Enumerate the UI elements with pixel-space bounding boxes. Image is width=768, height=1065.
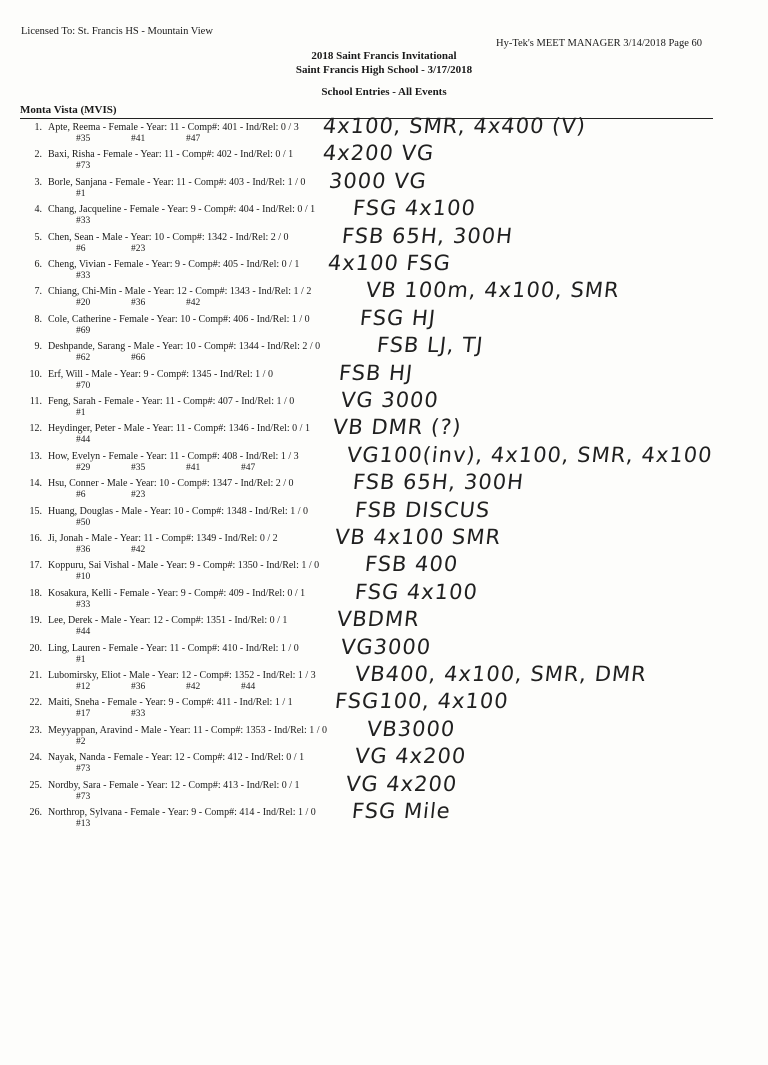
entry-number: 12. bbox=[29, 423, 42, 435]
handwritten-note: VG3000 bbox=[339, 634, 433, 659]
handwritten-note: FSB 65H, 300H bbox=[340, 223, 515, 248]
event-number: #12 bbox=[76, 682, 91, 692]
event-number: #73 bbox=[76, 764, 91, 775]
entry-event-list bbox=[76, 709, 186, 719]
entry-event-list bbox=[76, 764, 131, 774]
handwritten-note: VBDMR bbox=[335, 607, 421, 632]
event-number: #44 bbox=[76, 627, 91, 638]
entry-number: 13. bbox=[29, 450, 42, 462]
event-number: #35 bbox=[76, 134, 91, 144]
handwritten-note: FSG 4x100 bbox=[351, 196, 478, 221]
entry-line bbox=[0, 286, 311, 297]
entry-number: 5. bbox=[34, 231, 42, 243]
handwritten-note: VB400, 4x100, SMR, DMR bbox=[353, 662, 648, 686]
handwritten-note: FSB 65H, 300H bbox=[351, 470, 526, 495]
entry-athlete-info: Kosakura, Kelli - Female - Year: 9 - Comp#: 409 - Ind/Rel: 0 / 1 bbox=[48, 587, 306, 599]
entry-line bbox=[0, 314, 310, 325]
event-number: #42 bbox=[186, 298, 201, 309]
entry-line bbox=[0, 670, 316, 681]
entry-athlete-info: Northrop, Sylvana - Female - Year: 9 - Comp#: 414 - Ind/Rel: 1 / 0 bbox=[48, 807, 316, 818]
meet-subtitle: Saint Francis High School - 3/17/2018 bbox=[295, 64, 473, 76]
event-number: #17 bbox=[76, 709, 91, 720]
entry-number: 15. bbox=[29, 505, 42, 517]
event-number: #36 bbox=[76, 545, 91, 555]
entry-number: 24. bbox=[29, 752, 42, 764]
event-number: #73 bbox=[76, 791, 91, 802]
event-number: #33 bbox=[76, 599, 91, 610]
entry-athlete-info: Feng, Sarah - Female - Year: 11 - Comp#: 407 - Ind/Rel: 1 / 0 bbox=[48, 396, 295, 407]
event-number: #1 bbox=[76, 654, 86, 665]
entry-line bbox=[0, 259, 299, 270]
entry-line bbox=[0, 149, 293, 160]
entry-number: 16. bbox=[29, 533, 42, 544]
event-number: #47 bbox=[241, 462, 256, 473]
event-number: #35 bbox=[131, 462, 146, 473]
event-number: #23 bbox=[131, 243, 146, 254]
entry-line bbox=[0, 615, 287, 626]
entry-number: 20. bbox=[29, 642, 42, 654]
entry-athlete-info: Cheng, Vivian - Female - Year: 9 - Comp#: 405 - Ind/Rel: 0 / 1 bbox=[48, 259, 300, 270]
handwritten-note: FSB HJ bbox=[337, 360, 415, 385]
handwritten-note: FSG 4x100 bbox=[353, 579, 480, 604]
event-number: #10 bbox=[76, 572, 91, 583]
entry-number: 18. bbox=[29, 587, 42, 599]
entry-line bbox=[0, 533, 278, 544]
entry-athlete-info: Hsu, Conner - Male - Year: 10 - Comp#: 1347 - Ind/Rel: 2 / 0 bbox=[48, 478, 294, 490]
school-heading: Monta Vista (MVIS) bbox=[20, 104, 713, 119]
entry-athlete-info: Baxi, Risha - Female - Year: 11 - Comp#: 402 - Ind/Rel: 0 / 1 bbox=[48, 149, 294, 161]
event-number: #73 bbox=[76, 161, 91, 172]
entry-number: 4. bbox=[34, 204, 42, 216]
handwritten-note: VG 4x200 bbox=[353, 744, 468, 769]
handwritten-note: 4x100 FSG bbox=[326, 251, 453, 275]
entry-line bbox=[0, 478, 294, 489]
entry-number: 9. bbox=[34, 341, 42, 353]
entry-number: 25. bbox=[29, 779, 42, 791]
handwritten-note: FSG HJ bbox=[358, 305, 438, 330]
entry-line bbox=[0, 643, 299, 654]
entry-line bbox=[0, 177, 305, 188]
report-title: School Entries - All Events bbox=[321, 86, 447, 98]
entry-number: 14. bbox=[29, 478, 42, 490]
entry-event-list bbox=[76, 737, 131, 747]
entry-event-list bbox=[76, 463, 296, 473]
event-number: #6 bbox=[76, 243, 86, 254]
handwritten-note: FSG100, 4x100 bbox=[333, 689, 510, 714]
event-number: #6 bbox=[76, 490, 86, 501]
entry-line bbox=[0, 423, 310, 434]
entry-event-list bbox=[76, 161, 131, 171]
event-number: #33 bbox=[131, 709, 146, 720]
entry-number: 17. bbox=[29, 560, 42, 572]
entry-number: 19. bbox=[29, 615, 42, 627]
entry-number: 23. bbox=[29, 724, 42, 736]
event-number: #44 bbox=[241, 682, 256, 692]
meet-title: 2018 Saint Francis Invitational bbox=[311, 50, 457, 62]
entry-number: 26. bbox=[29, 807, 42, 818]
entry-line bbox=[0, 752, 304, 763]
handwritten-note: VB 4x100 SMR bbox=[333, 525, 503, 549]
entry-athlete-info: Nordby, Sara - Female - Year: 12 - Comp#: 413 - Ind/Rel: 0 / 1 bbox=[48, 779, 300, 791]
entry-line bbox=[0, 122, 299, 133]
handwritten-note: VB 100m, 4x100, SMR bbox=[364, 278, 621, 303]
entry-event-list bbox=[76, 600, 131, 610]
entry-line bbox=[0, 697, 293, 708]
entry-event-list bbox=[76, 490, 186, 500]
entry-event-list bbox=[76, 792, 131, 802]
entry-line bbox=[0, 725, 327, 736]
event-number: #41 bbox=[186, 462, 201, 473]
entry-row bbox=[0, 799, 768, 834]
event-number: #41 bbox=[131, 134, 146, 144]
entry-event-list bbox=[76, 819, 131, 829]
entry-line bbox=[0, 780, 300, 791]
entry-line bbox=[0, 807, 316, 818]
event-number: #1 bbox=[76, 408, 86, 418]
entry-line bbox=[0, 341, 320, 352]
handwritten-note: FSB LJ, TJ bbox=[375, 333, 485, 358]
handwritten-note: FSB 400 bbox=[363, 552, 460, 577]
handwritten-note: VB DMR (?) bbox=[331, 415, 463, 440]
software-page-info: Hy-Tek's MEET MANAGER 3/14/2018 Page 60 bbox=[496, 38, 702, 49]
entry-athlete-info: Koppuru, Sai Vishal - Male - Year: 9 - Comp#: 1350 - Ind/Rel: 1 / 0 bbox=[48, 560, 320, 572]
handwritten-note: VG 4x200 bbox=[344, 771, 459, 796]
entry-event-list bbox=[76, 189, 131, 199]
entry-event-list bbox=[76, 271, 131, 281]
handwritten-note: 3000 VG bbox=[327, 168, 429, 193]
entry-athlete-info: Deshpande, Sarang - Male - Year: 10 - Comp#: 1344 - Ind/Rel: 2 / 0 bbox=[48, 341, 321, 353]
entry-athlete-info: Maiti, Sneha - Female - Year: 9 - Comp#: 411 - Ind/Rel: 1 / 1 bbox=[48, 697, 293, 709]
license-text: Licensed To: St. Francis HS - Mountain View bbox=[21, 26, 213, 37]
entry-athlete-info: Huang, Douglas - Male - Year: 10 - Comp#: 1348 - Ind/Rel: 1 / 0 bbox=[48, 505, 308, 517]
entry-event-list bbox=[76, 627, 131, 637]
event-number: #2 bbox=[76, 736, 86, 747]
entry-line bbox=[0, 396, 294, 407]
handwritten-note: VG100(inv), 4x100, SMR, 4x100 bbox=[345, 442, 714, 467]
entry-event-list bbox=[76, 545, 186, 555]
entry-event-list bbox=[76, 381, 131, 391]
event-number: #29 bbox=[76, 462, 91, 473]
event-number: #23 bbox=[131, 490, 146, 501]
handwritten-note: FSG Mile bbox=[350, 799, 452, 823]
entry-athlete-info: Lee, Derek - Male - Year: 12 - Comp#: 1351 - Ind/Rel: 0 / 1 bbox=[48, 615, 288, 627]
entry-event-list bbox=[76, 408, 131, 418]
entry-line bbox=[0, 560, 319, 571]
entry-event-list bbox=[76, 326, 131, 336]
entry-athlete-info: Meyyappan, Aravind - Male - Year: 11 - Comp#: 1353 - Ind/Rel: 1 / 0 bbox=[48, 724, 328, 736]
entry-number: 10. bbox=[29, 368, 42, 380]
entry-athlete-info: How, Evelyn - Female - Year: 11 - Comp#: 408 - Ind/Rel: 1 / 3 bbox=[48, 450, 299, 462]
event-number: #20 bbox=[76, 298, 91, 309]
entry-line bbox=[0, 204, 315, 215]
event-number: #69 bbox=[76, 325, 91, 336]
entry-line bbox=[0, 506, 308, 517]
entry-number: 2. bbox=[34, 149, 42, 161]
entry-event-list bbox=[76, 518, 131, 528]
event-number: #33 bbox=[76, 216, 91, 227]
entry-line bbox=[0, 232, 289, 243]
entry-athlete-info: Erf, Will - Male - Year: 9 - Comp#: 1345 - Ind/Rel: 1 / 0 bbox=[48, 368, 273, 380]
entry-athlete-info: Chiang, Chi-Min - Male - Year: 12 - Comp#: 1343 - Ind/Rel: 1 / 2 bbox=[48, 286, 312, 298]
handwritten-note: VB3000 bbox=[365, 716, 457, 741]
entry-event-list bbox=[76, 682, 296, 692]
entry-number: 3. bbox=[34, 176, 42, 188]
event-number: #13 bbox=[76, 819, 91, 829]
entry-athlete-info: Borle, Sanjana - Female - Year: 11 - Comp#: 403 - Ind/Rel: 1 / 0 bbox=[48, 176, 306, 188]
event-number: #47 bbox=[186, 134, 201, 144]
entry-athlete-info: Ling, Lauren - Female - Year: 11 - Comp#: 410 - Ind/Rel: 1 / 0 bbox=[48, 642, 299, 654]
handwritten-note: 4x200 VG bbox=[321, 141, 436, 166]
entry-athlete-info: Lubomirsky, Eliot - Male - Year: 12 - Comp#: 1352 - Ind/Rel: 1 / 3 bbox=[48, 670, 316, 681]
entry-line bbox=[0, 451, 299, 462]
event-number: #70 bbox=[76, 380, 91, 391]
handwritten-note: VG 3000 bbox=[339, 388, 441, 412]
event-number: #62 bbox=[76, 353, 91, 364]
entry-event-list bbox=[76, 353, 186, 363]
entry-number: 1. bbox=[34, 122, 42, 133]
entry-event-list bbox=[76, 216, 131, 226]
entry-number: 6. bbox=[34, 259, 42, 270]
event-number: #50 bbox=[76, 517, 91, 528]
entry-event-list bbox=[76, 435, 131, 445]
entry-number: 7. bbox=[34, 286, 42, 298]
entry-event-list bbox=[76, 244, 186, 254]
event-number: #42 bbox=[131, 545, 146, 555]
event-number: #33 bbox=[76, 271, 91, 281]
event-number: #44 bbox=[76, 435, 91, 446]
entry-number: 22. bbox=[29, 697, 42, 709]
entry-athlete-info: Chen, Sean - Male - Year: 10 - Comp#: 1342 - Ind/Rel: 2 / 0 bbox=[48, 231, 289, 243]
entry-athlete-info: Ji, Jonah - Male - Year: 11 - Comp#: 1349 - Ind/Rel: 0 / 2 bbox=[48, 533, 278, 544]
event-number: #1 bbox=[76, 188, 86, 199]
entry-athlete-info: Apte, Reema - Female - Year: 11 - Comp#: 401 - Ind/Rel: 0 / 3 bbox=[48, 122, 299, 133]
entry-event-list bbox=[76, 572, 131, 582]
entry-line bbox=[0, 369, 273, 380]
entry-athlete-info: Heydinger, Peter - Male - Year: 11 - Comp#: 1346 - Ind/Rel: 0 / 1 bbox=[48, 423, 310, 435]
entry-event-list bbox=[76, 298, 241, 308]
entry-athlete-info: Chang, Jacqueline - Female - Year: 9 - Comp#: 404 - Ind/Rel: 0 / 1 bbox=[48, 204, 316, 216]
event-number: #42 bbox=[186, 682, 201, 692]
event-number: #36 bbox=[131, 682, 146, 692]
entry-number: 21. bbox=[29, 670, 42, 681]
event-number: #66 bbox=[131, 353, 146, 364]
entry-line bbox=[0, 588, 305, 599]
entry-number: 8. bbox=[34, 313, 42, 325]
handwritten-note: FSB DISCUS bbox=[353, 497, 492, 522]
entry-number: 11. bbox=[29, 396, 42, 407]
entry-athlete-info: Cole, Catherine - Female - Year: 10 - Comp#: 406 - Ind/Rel: 1 / 0 bbox=[48, 313, 310, 325]
handwritten-note: 4x100, SMR, 4x400 (V) bbox=[321, 114, 588, 138]
entry-athlete-info: Nayak, Nanda - Female - Year: 12 - Comp#: 412 - Ind/Rel: 0 / 1 bbox=[48, 752, 305, 764]
event-number: #36 bbox=[131, 298, 146, 309]
entry-event-list bbox=[76, 134, 241, 144]
entry-event-list bbox=[76, 655, 131, 665]
